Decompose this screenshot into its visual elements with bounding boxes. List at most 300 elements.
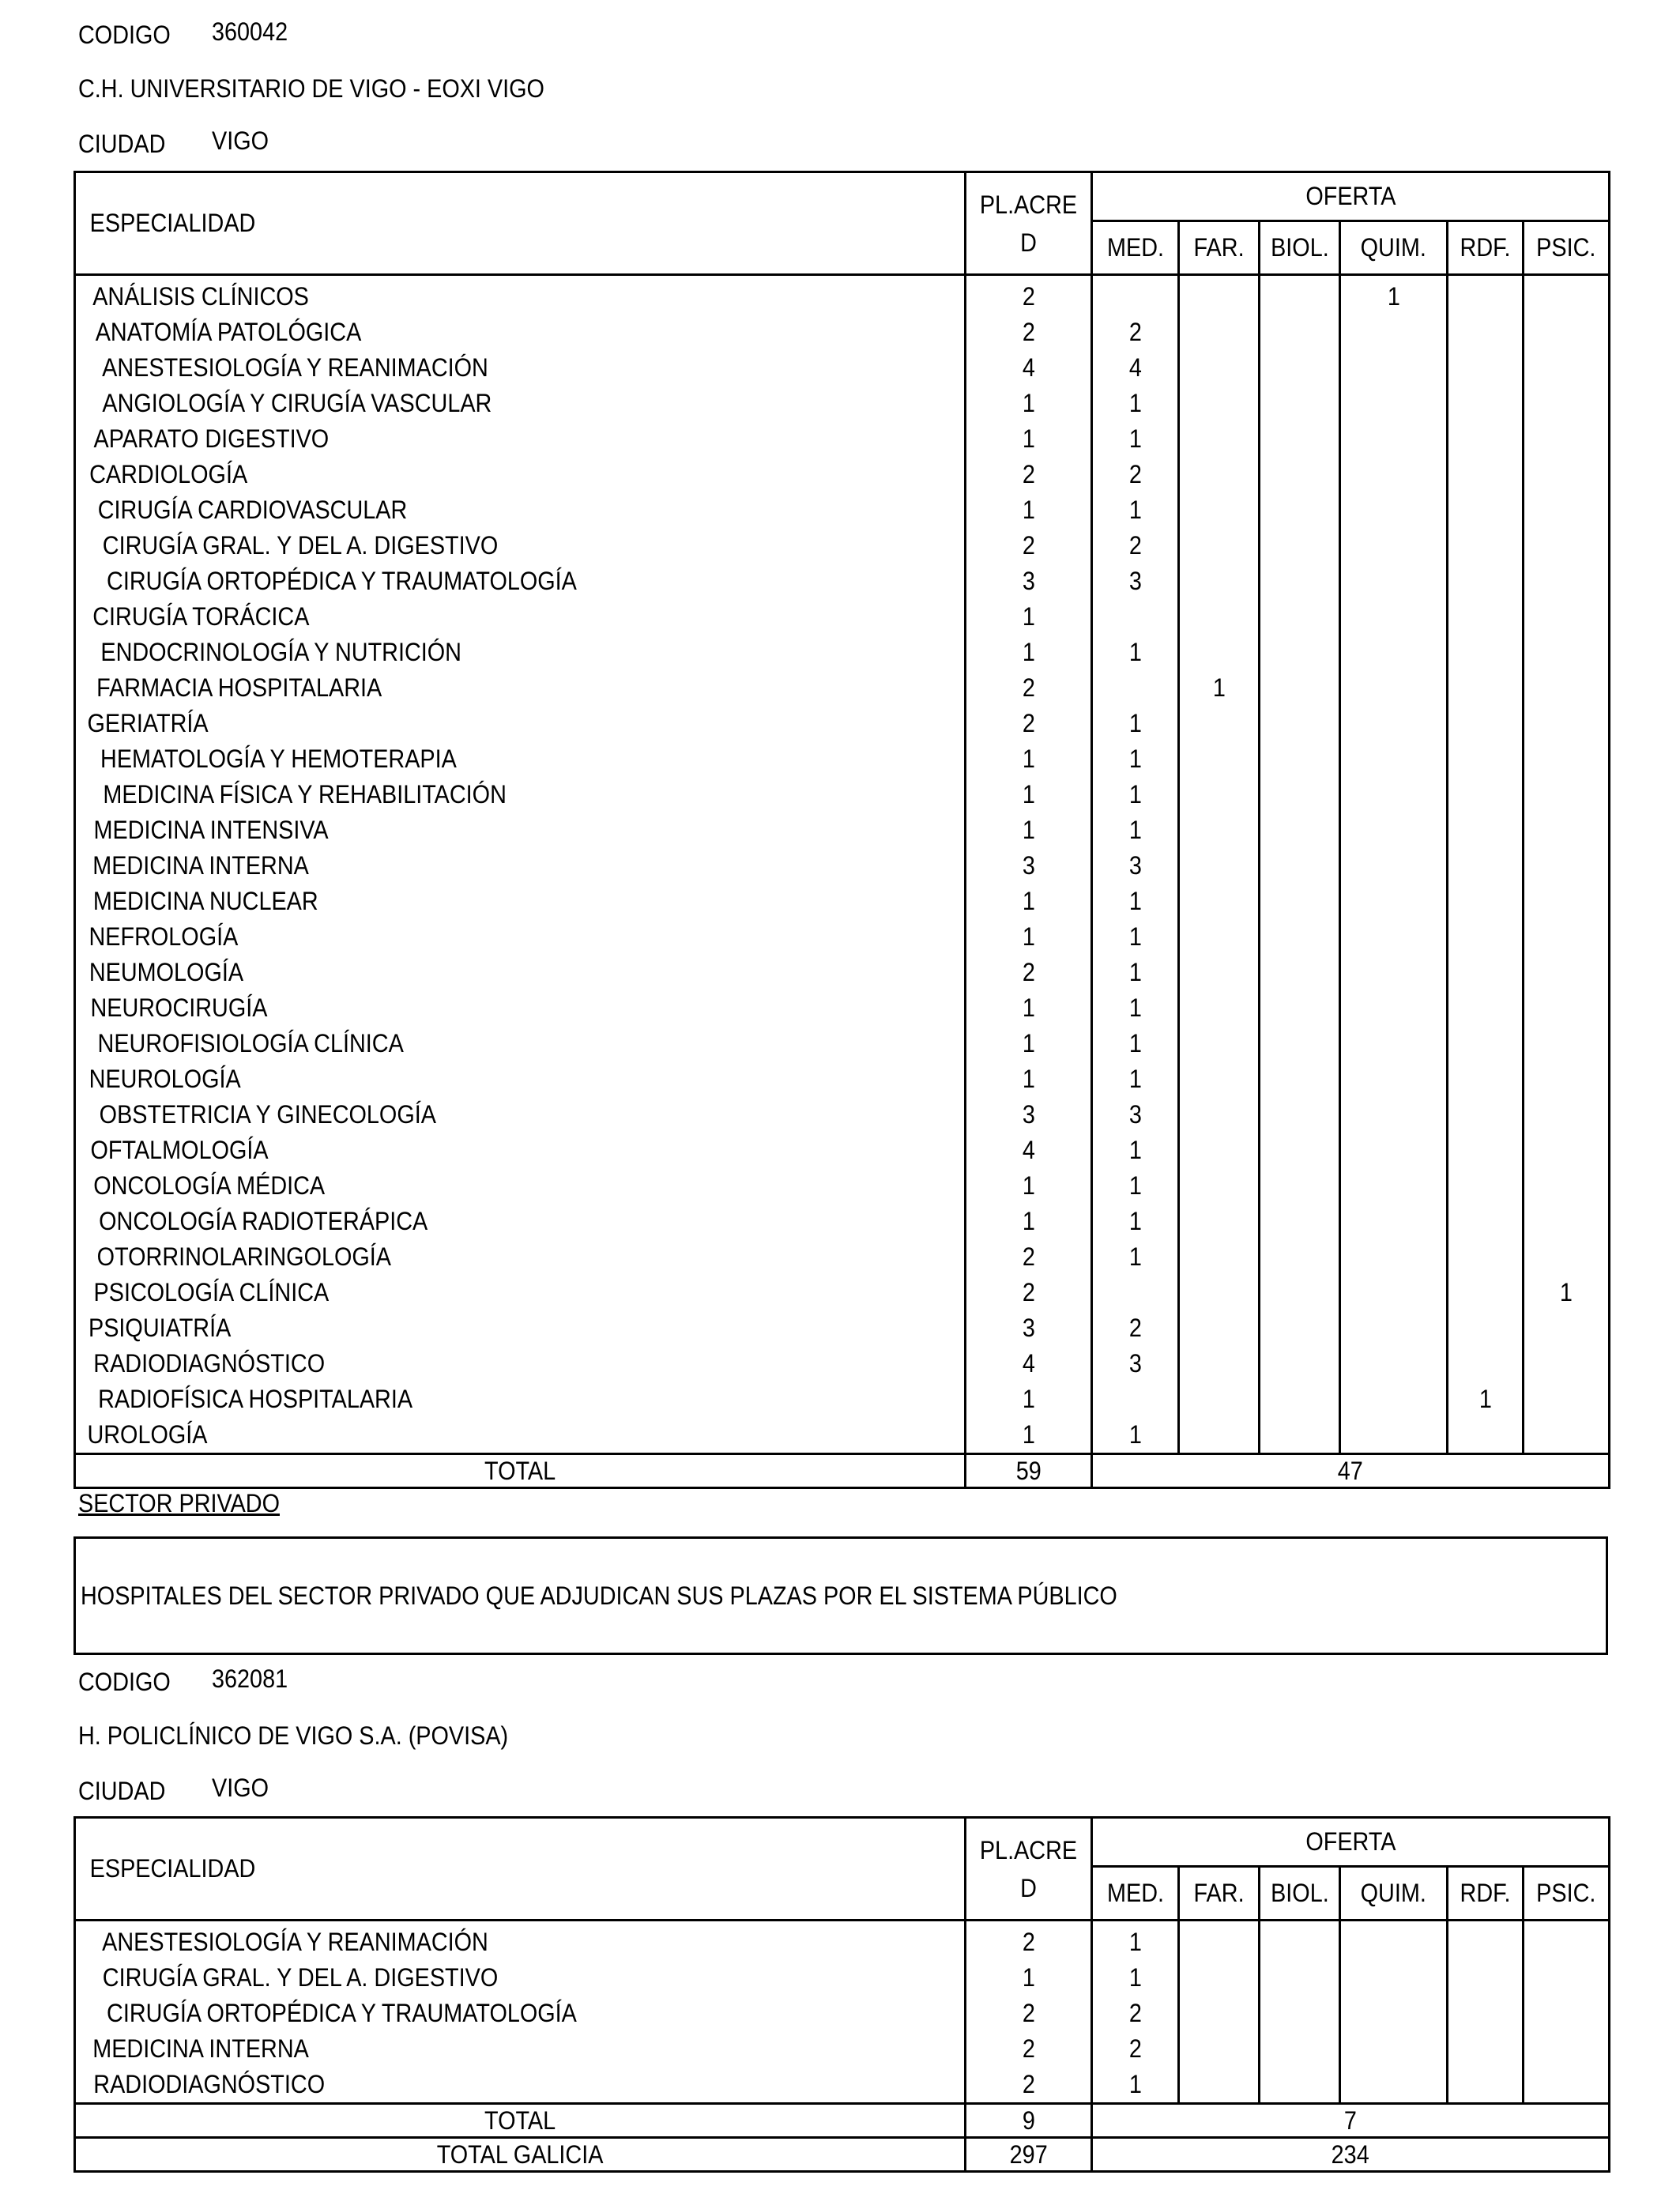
cell-rdf <box>1448 670 1524 706</box>
cell-quim <box>1340 1168 1448 1204</box>
table-row <box>75 919 1610 955</box>
cell-rdf <box>1448 1239 1524 1275</box>
cell-esp: MEDICINA FÍSICA Y REHABILITACIÓN <box>75 777 966 812</box>
cell-psic <box>1524 848 1610 884</box>
table-row <box>75 1026 1610 1061</box>
cell-psic <box>1524 315 1610 350</box>
cell-psic <box>1524 1168 1610 1204</box>
cell-biol <box>1260 635 1340 670</box>
cell-quim <box>1340 1239 1448 1275</box>
codigo-value: 360042 <box>212 17 288 46</box>
sector-privado-box <box>73 1536 1608 1655</box>
cell-pl: 3 <box>966 848 1092 884</box>
table-row <box>75 1996 1610 2031</box>
cell-pl: 3 <box>966 564 1092 599</box>
cell-quim <box>1340 1204 1448 1239</box>
header-psic: PSIC. <box>1524 221 1610 275</box>
table-row <box>75 1204 1610 1239</box>
cell-esp: HEMATOLOGÍA Y HEMOTERAPIA <box>75 741 966 777</box>
cell-psic <box>1524 2031 1610 2067</box>
header-med: MED. <box>1092 221 1179 275</box>
cell-med: 3 <box>1092 1097 1179 1133</box>
cell-esp: NEFROLOGÍA <box>75 919 966 955</box>
cell-biol <box>1260 919 1340 955</box>
cell-quim <box>1340 350 1448 386</box>
cell-esp: APARATO DIGESTIVO <box>75 421 966 457</box>
cell-far <box>1179 1417 1260 1454</box>
cell-far <box>1179 812 1260 848</box>
cell-rdf <box>1448 919 1524 955</box>
cell-esp: CIRUGÍA GRAL. Y DEL A. DIGESTIVO <box>75 1960 966 1996</box>
header-rdf: RDF. <box>1448 221 1524 275</box>
cell-quim: 1 <box>1340 275 1448 315</box>
cell-quim <box>1340 1346 1448 1382</box>
cell-far <box>1179 2067 1260 2104</box>
cell-psic <box>1524 386 1610 421</box>
cell-quim <box>1340 599 1448 635</box>
table-row <box>75 599 1610 635</box>
cell-biol <box>1260 1061 1340 1097</box>
table-row <box>75 350 1610 386</box>
cell-psic <box>1524 741 1610 777</box>
cell-med: 2 <box>1092 1310 1179 1346</box>
cell-esp: ANATOMÍA PATOLÓGICA <box>75 315 966 350</box>
cell-quim <box>1340 1310 1448 1346</box>
cell-pl: 2 <box>966 1239 1092 1275</box>
total-galicia-oferta: 234 <box>1092 2138 1610 2172</box>
cell-med: 1 <box>1092 741 1179 777</box>
cell-rdf <box>1448 492 1524 528</box>
cell-psic <box>1524 955 1610 990</box>
total-placred: 59 <box>966 1454 1092 1488</box>
codigo-label-2: CODIGO <box>78 1668 171 1696</box>
cell-quim <box>1340 706 1448 741</box>
cell-quim <box>1340 564 1448 599</box>
cell-med: 1 <box>1092 1204 1179 1239</box>
cell-far <box>1179 1097 1260 1133</box>
cell-biol <box>1260 1168 1340 1204</box>
cell-med: 4 <box>1092 350 1179 386</box>
cell-quim <box>1340 2067 1448 2104</box>
cell-far <box>1179 919 1260 955</box>
cell-far <box>1179 777 1260 812</box>
header-placred: PL.ACRE D <box>966 172 1092 275</box>
header-especialidad: ESPECIALIDAD <box>75 1818 966 1921</box>
cell-biol <box>1260 706 1340 741</box>
cell-quim <box>1340 1275 1448 1310</box>
cell-med: 2 <box>1092 315 1179 350</box>
cell-pl: 2 <box>966 2067 1092 2104</box>
table-row <box>75 564 1610 599</box>
header-placred: PL.ACRE D <box>966 1818 1092 1921</box>
cell-rdf <box>1448 990 1524 1026</box>
cell-far <box>1179 1346 1260 1382</box>
cell-esp: GERIATRÍA <box>75 706 966 741</box>
cell-rdf <box>1448 2031 1524 2067</box>
cell-quim <box>1340 1417 1448 1454</box>
cell-esp: NEUMOLOGÍA <box>75 955 966 990</box>
cell-esp: FARMACIA HOSPITALARIA <box>75 670 966 706</box>
cell-pl: 1 <box>966 1168 1092 1204</box>
cell-quim <box>1340 848 1448 884</box>
cell-quim <box>1340 315 1448 350</box>
cell-rdf <box>1448 1133 1524 1168</box>
cell-esp: MEDICINA NUCLEAR <box>75 884 966 919</box>
table-row <box>75 1417 1610 1454</box>
hospital-name: C.H. UNIVERSITARIO DE VIGO - EOXI VIGO <box>78 74 544 103</box>
cell-psic <box>1524 1097 1610 1133</box>
cell-far <box>1179 386 1260 421</box>
cell-far <box>1179 599 1260 635</box>
cell-pl: 2 <box>966 1275 1092 1310</box>
cell-psic <box>1524 706 1610 741</box>
cell-quim <box>1340 1061 1448 1097</box>
cell-quim <box>1340 990 1448 1026</box>
cell-med <box>1092 670 1179 706</box>
cell-pl: 2 <box>966 1921 1092 1961</box>
header-far: FAR. <box>1179 1867 1260 1921</box>
cell-rdf <box>1448 741 1524 777</box>
cell-far <box>1179 1133 1260 1168</box>
cell-med: 1 <box>1092 919 1179 955</box>
cell-psic <box>1524 919 1610 955</box>
cell-biol <box>1260 1346 1340 1382</box>
cell-med: 1 <box>1092 421 1179 457</box>
cell-far <box>1179 741 1260 777</box>
total-galicia-label: TOTAL GALICIA <box>75 2138 966 2172</box>
cell-far <box>1179 884 1260 919</box>
cell-pl: 1 <box>966 1417 1092 1454</box>
cell-pl: 3 <box>966 1310 1092 1346</box>
cell-biol <box>1260 1996 1340 2031</box>
cell-biol <box>1260 884 1340 919</box>
cell-med <box>1092 1275 1179 1310</box>
cell-esp: CIRUGÍA CARDIOVASCULAR <box>75 492 966 528</box>
cell-rdf <box>1448 1346 1524 1382</box>
ciudad-label: CIUDAD <box>78 130 166 158</box>
cell-far <box>1179 706 1260 741</box>
cell-esp: ONCOLOGÍA RADIOTERÁPICA <box>75 1204 966 1239</box>
table-row <box>75 1382 1610 1417</box>
cell-far <box>1179 1310 1260 1346</box>
cell-quim <box>1340 812 1448 848</box>
cell-biol <box>1260 1310 1340 1346</box>
cell-psic <box>1524 777 1610 812</box>
codigo-value-2: 362081 <box>212 1664 288 1693</box>
cell-biol <box>1260 275 1340 315</box>
cell-pl: 2 <box>966 275 1092 315</box>
cell-quim <box>1340 1097 1448 1133</box>
cell-med: 3 <box>1092 1346 1179 1382</box>
cell-rdf <box>1448 350 1524 386</box>
table-row <box>75 1061 1610 1097</box>
cell-rdf <box>1448 1168 1524 1204</box>
table-row <box>75 1133 1610 1168</box>
sector-privado-text: HOSPITALES DEL SECTOR PRIVADO QUE ADJUDICAN SUS PLAZAS POR EL SISTEMA PÚBLICO <box>81 1581 1117 1610</box>
cell-psic <box>1524 564 1610 599</box>
table-row <box>75 2031 1610 2067</box>
total-label: TOTAL <box>75 1454 966 1488</box>
ciudad-value-2: VIGO <box>212 1774 269 1802</box>
cell-quim <box>1340 1382 1448 1417</box>
cell-psic: 1 <box>1524 1275 1610 1310</box>
cell-psic <box>1524 1346 1610 1382</box>
cell-pl: 1 <box>966 1382 1092 1417</box>
cell-biol <box>1260 421 1340 457</box>
cell-rdf <box>1448 1996 1524 2031</box>
cell-esp: PSICOLOGÍA CLÍNICA <box>75 1275 966 1310</box>
cell-pl: 1 <box>966 990 1092 1026</box>
cell-far <box>1179 457 1260 492</box>
cell-quim <box>1340 1960 1448 1996</box>
table-row <box>75 1310 1610 1346</box>
cell-rdf <box>1448 1417 1524 1454</box>
total-placred-2: 9 <box>966 2104 1092 2138</box>
cell-psic <box>1524 528 1610 564</box>
cell-biol <box>1260 1097 1340 1133</box>
cell-biol <box>1260 1417 1340 1454</box>
cell-esp: CIRUGÍA ORTOPÉDICA Y TRAUMATOLOGÍA <box>75 1996 966 2031</box>
table-row <box>75 706 1610 741</box>
cell-med: 1 <box>1092 1417 1179 1454</box>
table-row <box>75 990 1610 1026</box>
table-row <box>75 812 1610 848</box>
cell-far <box>1179 1996 1260 2031</box>
table-row <box>75 492 1610 528</box>
cell-esp: PSIQUIATRÍA <box>75 1310 966 1346</box>
cell-psic <box>1524 1921 1610 1961</box>
cell-esp: NEUROCIRUGÍA <box>75 990 966 1026</box>
cell-far <box>1179 492 1260 528</box>
cell-pl: 1 <box>966 386 1092 421</box>
cell-rdf <box>1448 386 1524 421</box>
cell-med: 3 <box>1092 848 1179 884</box>
cell-pl: 2 <box>966 315 1092 350</box>
cell-far <box>1179 275 1260 315</box>
cell-quim <box>1340 492 1448 528</box>
cell-biol <box>1260 955 1340 990</box>
cell-far: 1 <box>1179 670 1260 706</box>
cell-far <box>1179 421 1260 457</box>
cell-quim <box>1340 421 1448 457</box>
cell-pl: 1 <box>966 1026 1092 1061</box>
specialties-table <box>73 171 1610 1489</box>
cell-psic <box>1524 350 1610 386</box>
cell-biol <box>1260 1239 1340 1275</box>
cell-esp: OFTALMOLOGÍA <box>75 1133 966 1168</box>
cell-biol <box>1260 1382 1340 1417</box>
cell-rdf <box>1448 275 1524 315</box>
cell-psic <box>1524 670 1610 706</box>
header-far: FAR. <box>1179 221 1260 275</box>
cell-psic <box>1524 1996 1610 2031</box>
cell-rdf <box>1448 1061 1524 1097</box>
cell-far <box>1179 635 1260 670</box>
cell-far <box>1179 1382 1260 1417</box>
codigo-label: CODIGO <box>78 21 171 49</box>
header-oferta: OFERTA <box>1092 1818 1610 1867</box>
cell-biol <box>1260 1204 1340 1239</box>
cell-biol <box>1260 990 1340 1026</box>
header-biol: BIOL. <box>1260 221 1340 275</box>
cell-psic <box>1524 457 1610 492</box>
cell-pl: 1 <box>966 884 1092 919</box>
ciudad-label-2: CIUDAD <box>78 1777 166 1805</box>
cell-pl: 4 <box>966 350 1092 386</box>
cell-far <box>1179 1239 1260 1275</box>
cell-far <box>1179 2031 1260 2067</box>
cell-biol <box>1260 1026 1340 1061</box>
cell-quim <box>1340 884 1448 919</box>
table-row <box>75 1168 1610 1204</box>
cell-esp: CIRUGÍA ORTOPÉDICA Y TRAUMATOLOGÍA <box>75 564 966 599</box>
cell-esp: RADIODIAGNÓSTICO <box>75 2067 966 2104</box>
cell-far <box>1179 528 1260 564</box>
cell-psic <box>1524 275 1610 315</box>
cell-psic <box>1524 1133 1610 1168</box>
cell-rdf <box>1448 1204 1524 1239</box>
cell-psic <box>1524 1239 1610 1275</box>
cell-quim <box>1340 528 1448 564</box>
cell-pl: 1 <box>966 741 1092 777</box>
header-med: MED. <box>1092 1867 1179 1921</box>
cell-biol <box>1260 350 1340 386</box>
cell-med: 2 <box>1092 528 1179 564</box>
cell-esp: UROLOGÍA <box>75 1417 966 1454</box>
cell-pl: 1 <box>966 777 1092 812</box>
header-quim: QUIM. <box>1340 221 1448 275</box>
cell-rdf <box>1448 635 1524 670</box>
cell-rdf <box>1448 457 1524 492</box>
cell-pl: 1 <box>966 492 1092 528</box>
cell-esp: RADIODIAGNÓSTICO <box>75 1346 966 1382</box>
cell-biol <box>1260 457 1340 492</box>
table-row <box>75 741 1610 777</box>
cell-quim <box>1340 1996 1448 2031</box>
cell-biol <box>1260 848 1340 884</box>
table-row <box>75 2067 1610 2104</box>
cell-rdf <box>1448 777 1524 812</box>
cell-rdf <box>1448 848 1524 884</box>
table-row <box>75 884 1610 919</box>
cell-med: 1 <box>1092 812 1179 848</box>
cell-med: 1 <box>1092 955 1179 990</box>
cell-med <box>1092 1382 1179 1417</box>
cell-med: 1 <box>1092 777 1179 812</box>
cell-med: 3 <box>1092 564 1179 599</box>
cell-far <box>1179 1168 1260 1204</box>
cell-far <box>1179 1921 1260 1961</box>
table-row <box>75 1960 1610 1996</box>
cell-med: 2 <box>1092 2031 1179 2067</box>
cell-biol <box>1260 2031 1340 2067</box>
table-row <box>75 386 1610 421</box>
cell-med: 1 <box>1092 1960 1179 1996</box>
cell-psic <box>1524 635 1610 670</box>
cell-pl: 1 <box>966 1061 1092 1097</box>
cell-esp: RADIOFÍSICA HOSPITALARIA <box>75 1382 966 1417</box>
cell-rdf <box>1448 706 1524 741</box>
cell-pl: 1 <box>966 1960 1092 1996</box>
cell-biol <box>1260 564 1340 599</box>
cell-psic <box>1524 492 1610 528</box>
table-row <box>75 1346 1610 1382</box>
cell-biol <box>1260 1133 1340 1168</box>
cell-med: 1 <box>1092 884 1179 919</box>
header-psic: PSIC. <box>1524 1867 1610 1921</box>
header-biol: BIOL. <box>1260 1867 1340 1921</box>
cell-quim <box>1340 670 1448 706</box>
cell-psic <box>1524 1026 1610 1061</box>
cell-biol <box>1260 599 1340 635</box>
cell-quim <box>1340 1133 1448 1168</box>
table-row <box>75 1275 1610 1310</box>
cell-med: 1 <box>1092 706 1179 741</box>
cell-med: 1 <box>1092 2067 1179 2104</box>
cell-biol <box>1260 528 1340 564</box>
cell-rdf <box>1448 2067 1524 2104</box>
cell-far <box>1179 1275 1260 1310</box>
cell-quim <box>1340 955 1448 990</box>
cell-pl: 2 <box>966 2031 1092 2067</box>
cell-biol <box>1260 777 1340 812</box>
cell-med: 1 <box>1092 386 1179 421</box>
cell-quim <box>1340 741 1448 777</box>
cell-biol <box>1260 1921 1340 1961</box>
cell-pl: 1 <box>966 599 1092 635</box>
cell-pl: 2 <box>966 955 1092 990</box>
cell-rdf <box>1448 884 1524 919</box>
cell-med <box>1092 275 1179 315</box>
cell-quim <box>1340 635 1448 670</box>
cell-esp: OBSTETRICIA Y GINECOLOGÍA <box>75 1097 966 1133</box>
cell-pl: 3 <box>966 1097 1092 1133</box>
cell-far <box>1179 315 1260 350</box>
cell-quim <box>1340 457 1448 492</box>
table-row <box>75 777 1610 812</box>
cell-pl: 2 <box>966 670 1092 706</box>
cell-esp: CIRUGÍA GRAL. Y DEL A. DIGESTIVO <box>75 528 966 564</box>
sector-privado-label: SECTOR PRIVADO <box>78 1489 280 1517</box>
cell-esp: MEDICINA INTERNA <box>75 848 966 884</box>
cell-psic <box>1524 1382 1610 1417</box>
cell-far <box>1179 848 1260 884</box>
cell-med: 1 <box>1092 492 1179 528</box>
cell-esp: ANESTESIOLOGÍA Y REANIMACIÓN <box>75 1921 966 1961</box>
total-oferta: 47 <box>1092 1454 1610 1488</box>
cell-rdf <box>1448 1310 1524 1346</box>
cell-esp: ANESTESIOLOGÍA Y REANIMACIÓN <box>75 350 966 386</box>
cell-biol <box>1260 1960 1340 1996</box>
table-row <box>75 315 1610 350</box>
total-oferta-2: 7 <box>1092 2104 1610 2138</box>
cell-esp: MEDICINA INTENSIVA <box>75 812 966 848</box>
cell-esp: ENDOCRINOLOGÍA Y NUTRICIÓN <box>75 635 966 670</box>
cell-esp: NEUROLOGÍA <box>75 1061 966 1097</box>
cell-rdf <box>1448 1275 1524 1310</box>
cell-quim <box>1340 1921 1448 1961</box>
cell-med: 2 <box>1092 1996 1179 2031</box>
cell-biol <box>1260 741 1340 777</box>
cell-far <box>1179 1960 1260 1996</box>
cell-psic <box>1524 1204 1610 1239</box>
cell-far <box>1179 1204 1260 1239</box>
table-row <box>75 635 1610 670</box>
cell-esp: CIRUGÍA TORÁCICA <box>75 599 966 635</box>
cell-biol <box>1260 492 1340 528</box>
cell-pl: 1 <box>966 812 1092 848</box>
cell-med: 1 <box>1092 1921 1179 1961</box>
